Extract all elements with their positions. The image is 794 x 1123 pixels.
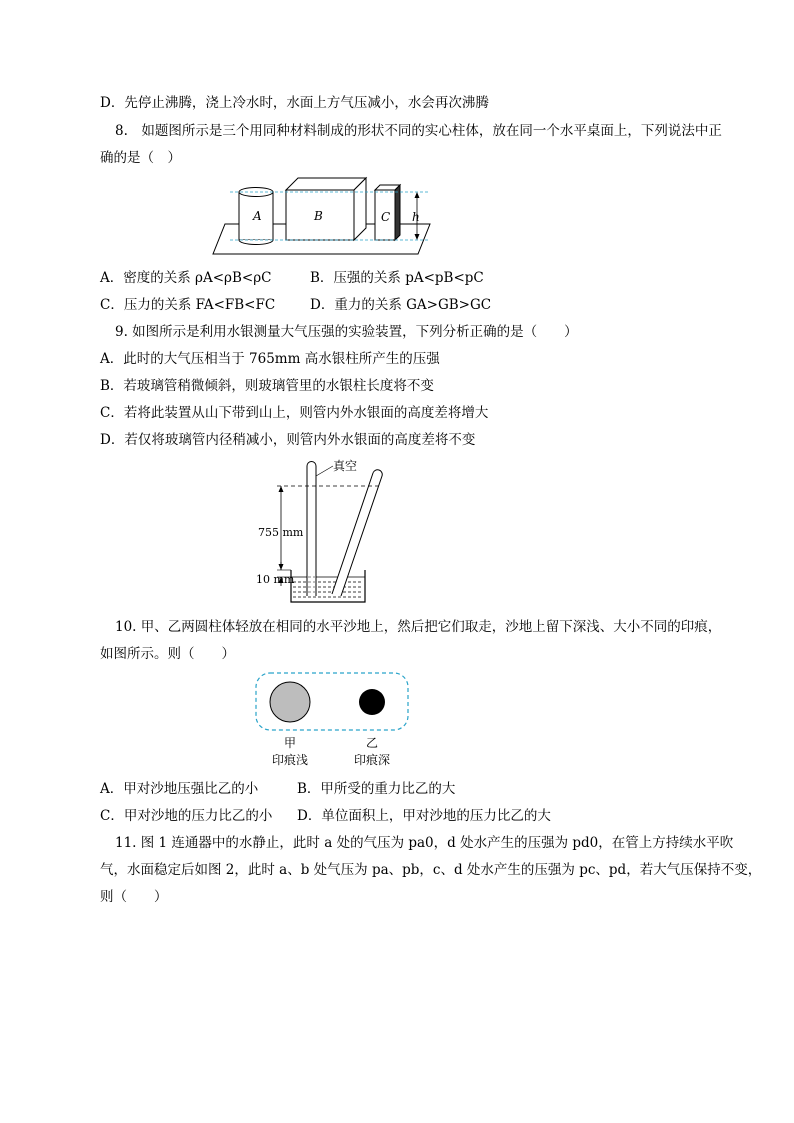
q9-label-10mm: 10 mm xyxy=(256,573,295,586)
q9-option-c: C．若将此装置从山下带到山上，则管内外水银面的高度差将增大 xyxy=(100,405,489,421)
q10-label-yi-desc: 印痕深 xyxy=(354,753,391,767)
q11-stem-line3: 则（ ） xyxy=(100,889,168,905)
q10-stem-line1: 10. 甲、乙两圆柱体轻放在相同的水平沙地上，然后把它们取走，沙地上留下深浅、大小不同的印痕， xyxy=(115,619,722,635)
q10-label-jia-desc: 印痕浅 xyxy=(272,753,309,767)
q9-label-755mm: 755 mm xyxy=(258,526,304,539)
q8-cylinders-figure xyxy=(210,180,440,260)
q8-option-a: A．密度的关系 ρA<ρB<ρC xyxy=(100,270,272,286)
q10-option-a: A．甲对沙地压强比乙的小 xyxy=(100,781,259,797)
q8-option-d: D．重力的关系 GA>GB>GC xyxy=(310,297,492,313)
q9-option-a: A．此时的大气压相当于 765mm 高水银柱所产生的压强 xyxy=(100,351,440,367)
q10-label-jia: 甲 xyxy=(284,736,297,750)
q11-stem-line1: 11. 图 1 连通器中的水静止，此时 a 处的气压为 pa0，d 处水产生的压强为 pd0，在管上方持续水平吹 xyxy=(115,835,734,851)
q8-label-b: B xyxy=(314,209,323,223)
q8-stem-line1: 8. 如题图所示是三个用同种材料制成的形状不同的实心柱体，放在同一个水平桌面上，下列说法中正 xyxy=(115,123,722,139)
q10-option-d: D．单位面积上，甲对沙地的压力比乙的大 xyxy=(297,808,551,824)
q9-option-b: B．若玻璃管稍微倾斜，则玻璃管里的水银柱长度将不变 xyxy=(100,378,434,394)
q10-stem-line2: 如图所示。则（ ） xyxy=(100,646,235,662)
q10-imprint-figure xyxy=(255,672,410,732)
q8-option-b: B．压强的关系 pA<pB<pC xyxy=(310,270,484,286)
q8-label-a: A xyxy=(253,209,262,223)
q7-option-d: D．先停止沸腾，浇上冷水时，水面上方气压减小，水会再次沸腾 xyxy=(100,95,489,111)
q9-option-d: D．若仅将玻璃管内径稍减小，则管内外水银面的高度差将不变 xyxy=(100,432,476,448)
q8-label-h: h xyxy=(412,210,420,224)
q8-stem-line2: 确的是（ ） xyxy=(100,150,181,166)
q11-stem-line2: 气，水面稳定后如图 2，此时 a、b 处气压为 pa、pb，c、d 处水产生的压强为 pc、pd，若大气压保持不变， xyxy=(100,862,762,878)
q9-stem: 9. 如图所示是利用水银测量大气压强的实验装置，下列分析正确的是（ ） xyxy=(115,324,578,340)
q8-option-c: C．压力的关系 FA<FB<FC xyxy=(100,297,276,313)
q10-label-yi: 乙 xyxy=(366,736,379,750)
q10-option-c: C．甲对沙地的压力比乙的小 xyxy=(100,808,273,824)
q10-option-b: B．甲所受的重力比乙的大 xyxy=(297,781,456,797)
q8-label-c: C xyxy=(381,210,391,224)
q9-label-vacuum: 真空 xyxy=(333,459,358,473)
